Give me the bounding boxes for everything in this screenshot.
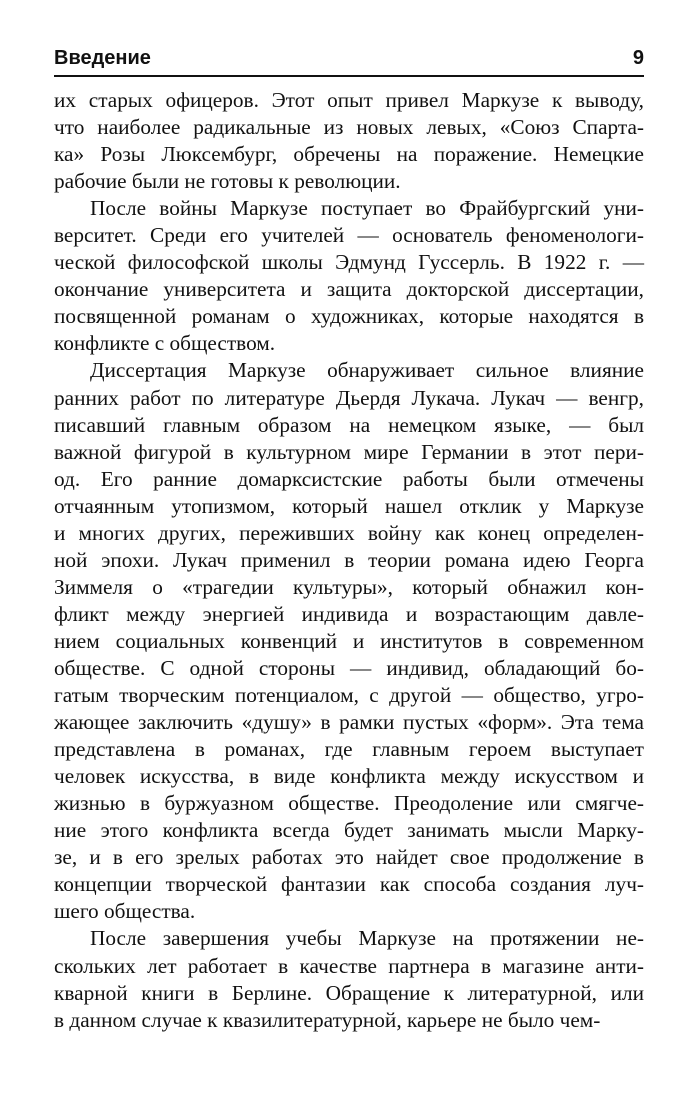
section-title: Введение: [54, 47, 151, 69]
text-line: что наиболее радикальные из новых левых, «Союз Спарта-: [54, 115, 644, 140]
text-line: важной фигурой в культурном мире Германии в этот пери-: [54, 439, 644, 464]
text-line: посвященной романам о художниках, которые находятся в: [54, 304, 644, 329]
text-line: обществе. С одной стороны — индивид, обладающий бо-: [54, 655, 644, 680]
text-line: шего общества.: [54, 899, 196, 924]
text-line: писавший главным образом на немецком языке, — был: [54, 412, 644, 437]
paragraph: [54, 925, 644, 1033]
text-line: верситет. Среди его учителей — основатель феноменологи-: [54, 223, 644, 248]
text-line: представлена в романах, где главным героем выступает: [54, 737, 644, 762]
text-line: отчаянным утопизмом, который нашел отклик у Маркузе: [54, 493, 644, 518]
text-line: окончание университета и защита докторской диссертации,: [54, 277, 644, 302]
header-rule: [54, 75, 644, 77]
text-line: концепции творческой фантазии как способа создания луч-: [54, 872, 644, 897]
text-line: конфликте с обществом.: [54, 331, 276, 356]
body-text: [54, 87, 644, 1034]
paragraph: [54, 87, 644, 195]
text-line: скольких лет работает в качестве партнера в магазине анти-: [54, 953, 644, 978]
text-line: кварной книги в Берлине. Обращение к литературной, или: [54, 980, 644, 1005]
text-line: После завершения учебы Маркузе на протяжении не-: [90, 926, 644, 951]
text-line: рабочие были не готовы к революции.: [54, 169, 401, 194]
text-line: жающее заключить «душу» в рамки пустых «форм». Эта тема: [54, 710, 644, 735]
text-line: зе, и в его зрелых работах это найдет свое продолжение в: [54, 845, 644, 870]
text-line: ние этого конфликта всегда будет занимать мысли Марку-: [54, 818, 644, 843]
text-line: После войны Маркузе поступает во Фрайбургский уни-: [90, 196, 644, 221]
text-line: жизнью в буржуазном обществе. Преодоление или смягче-: [54, 791, 644, 816]
text-line: Зиммеля о «трагедии культуры», который обнажил кон-: [54, 574, 644, 599]
text-line: фликт между энергией индивида и возрастающим давле-: [54, 601, 644, 626]
text-line: в данном случае к квазилитературной, карьере не было чем-: [54, 1007, 601, 1032]
paragraph: [54, 357, 644, 925]
text-line: их старых офицеров. Этот опыт привел Маркузе к выводу,: [54, 88, 644, 112]
text-line: человек искусства, в виде конфликта между искусством и: [54, 764, 644, 789]
running-head: [54, 44, 644, 74]
text-line: гатым творческим потенциалом, с другой — общество, угро-: [54, 683, 644, 708]
text-line: Диссертация Маркузе обнаруживает сильное влияние: [90, 358, 644, 383]
page-number: 9: [632, 47, 644, 69]
text-line: и многих других, переживших войну как конец определен-: [54, 520, 644, 545]
text-line: ной эпохи. Лукач применил в теории романа идею Георга: [54, 547, 644, 572]
text-line: ранних работ по литературе Дьердя Лукача. Лукач — венгр,: [54, 385, 644, 410]
text-line: ческой философской школы Эдмунд Гуссерль. В 1922 г. —: [54, 250, 644, 275]
paragraph: [54, 195, 644, 357]
text-line: нием социальных конвенций и институтов в современном: [54, 628, 644, 653]
text-line: од. Его ранние домарксистские работы были отмечены: [54, 466, 644, 491]
text-line: ка» Розы Люксембург, обречены на поражение. Немецкие: [54, 142, 644, 167]
